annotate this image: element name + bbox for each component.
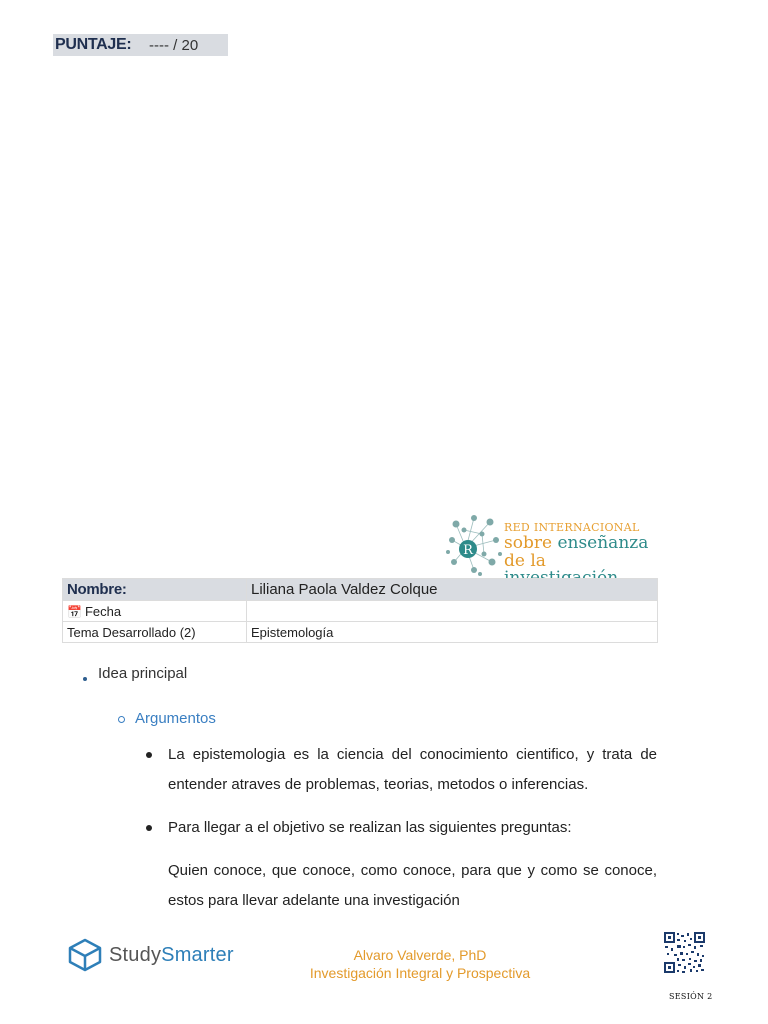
qr-code-icon [663, 931, 706, 974]
red-internacional-logo [444, 510, 664, 578]
table-row [63, 622, 658, 643]
nombre-value: Liliana Paola Valdez Colque [251, 581, 438, 598]
outline-level-2 [118, 710, 216, 727]
score-value: ---- / 20 [149, 36, 199, 54]
table-row [63, 601, 658, 622]
calendar-icon: 📅 [67, 604, 82, 619]
studysmarter-logo [67, 938, 234, 972]
student-info-table [62, 578, 658, 643]
outline-level-1 [83, 665, 187, 682]
point-1: La epistemologia es la ciencia del conocimiento cientifico, y trata de entender atraves de problemas, teorias, metodos o inferencias. [168, 746, 657, 793]
logo-line-1: RED INTERNACIONAL [504, 521, 640, 534]
score-box [53, 34, 228, 56]
footer-author-block [300, 946, 540, 982]
tema-value: Epistemología [251, 624, 334, 640]
logo-line-2a: sobre [504, 533, 558, 553]
nombre-label: Nombre: [67, 581, 127, 598]
score-label: PUNTAJE: [55, 36, 132, 53]
fecha-label: Fecha [84, 603, 122, 619]
table-row [63, 579, 658, 601]
logo-line-2b: enseñanza [557, 533, 649, 553]
network-logo-icon [444, 510, 508, 578]
studysmarter-logo-icon [67, 938, 103, 972]
bullet-icon [146, 825, 152, 831]
point-2: Para llegar a el objetivo se realizan las siguientes preguntas: [168, 819, 572, 836]
brand-study: Study [109, 943, 162, 966]
argumentos-text: Argumentos [135, 710, 216, 727]
idea-principal-text: Idea principal [98, 665, 188, 682]
bullet-icon [83, 677, 87, 681]
course-name: Investigación Integral y Prospectiva [309, 965, 531, 981]
session-label: SESIÓN 2 [669, 992, 713, 1001]
author-name: Alvaro Valverde, PhD [353, 947, 487, 963]
point-2-continuation: Quien conoce, que conoce, como conoce, para que y como se conoce, estos para llevar adelante una investigación [168, 862, 657, 909]
logo-line-3a: de la [504, 551, 546, 571]
bullet-icon [146, 752, 152, 758]
circle-bullet-icon [118, 716, 125, 723]
tema-label: Tema Desarrollado (2) [67, 624, 196, 640]
brand-smarter: Smarter [161, 943, 234, 966]
logo-monogram: R [463, 543, 473, 558]
